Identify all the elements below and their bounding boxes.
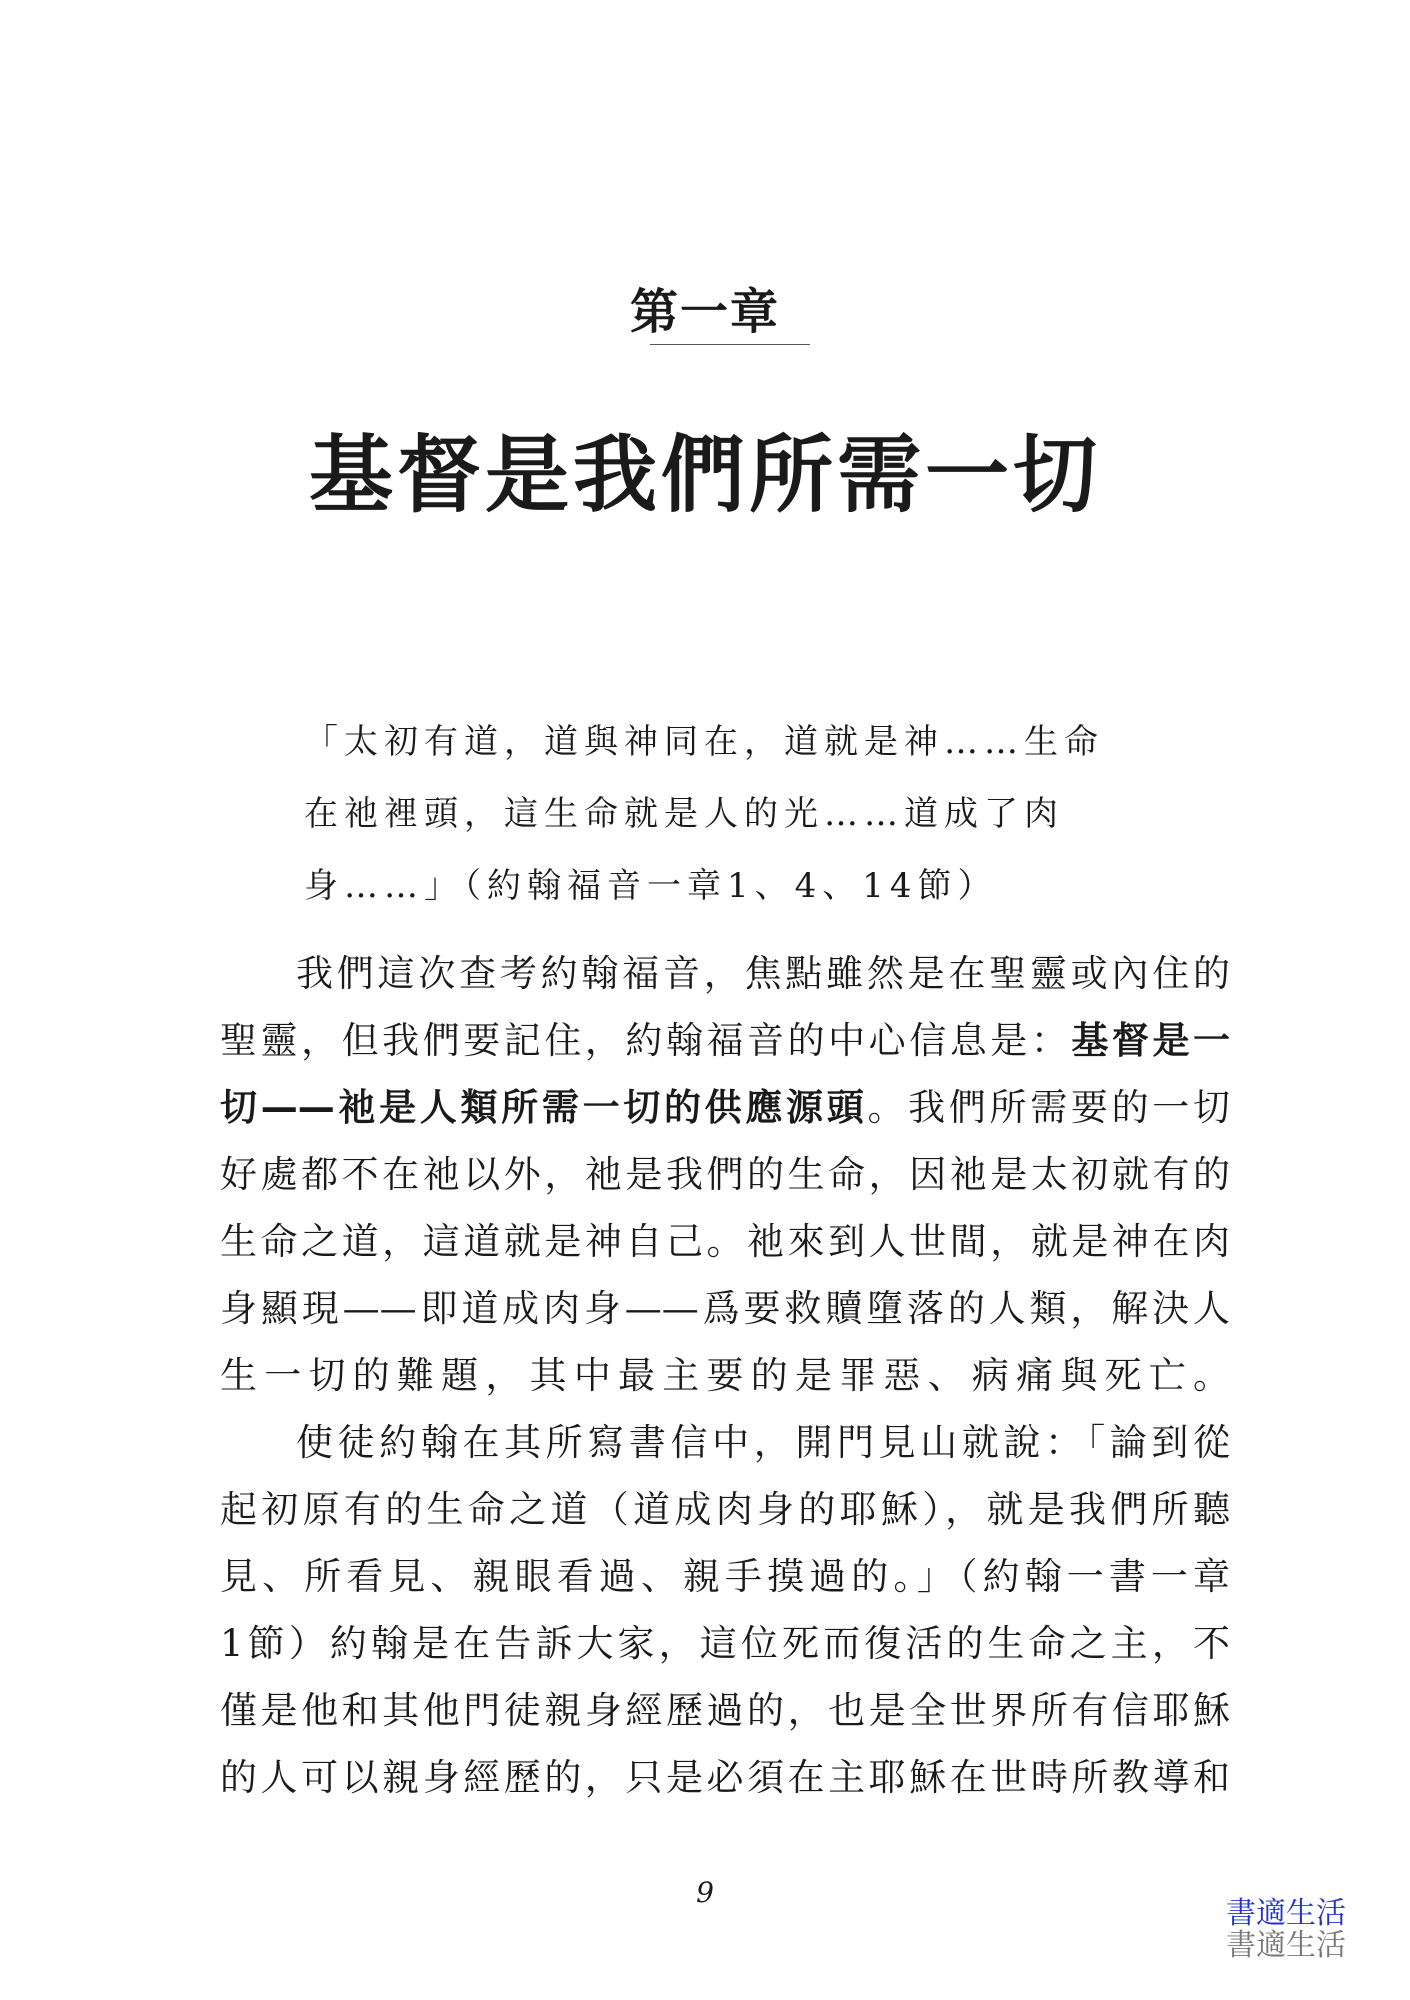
paragraph-line [220,1543,1230,1610]
chapter-rule [650,344,810,345]
chapter-label: 第一章 [629,284,780,340]
epigraph [304,706,1174,922]
paragraph-line [220,940,1230,1007]
paragraph-line [220,1342,1230,1409]
line-text: 生命之道，這道就是神自己。祂來到人世間，就是神在肉 [220,1220,1230,1263]
page-number: 9 [696,1876,714,1909]
line-text: 僅是他和其他門徒親身經歷過的，也是全世界所有信耶穌 [220,1689,1230,1732]
line-text: 見、所看見、親眼看過、親手摸過的。」（約翰一書一章 [220,1555,1230,1598]
line-text: 我們這次查考約翰福音，焦點雖然是在聖靈或內住的 [296,952,1230,995]
epigraph-line: 在祂裡頭，這生命就是人的光……道成了肉 [304,794,1064,834]
paragraph-line [220,1476,1230,1543]
paragraph-line [220,1677,1230,1744]
chapter-title: 基督是我們所需一切 [308,425,1101,524]
line-text: 身顯現——即道成肉身——爲要救贖墮落的人類，解決人 [220,1287,1230,1330]
line-text: 生一切的難題，其中最主要的是罪惡、病痛與死亡。 [220,1354,1230,1397]
paragraph-line [220,1744,1230,1811]
epigraph-line: 「太初有道，道與神同在，道就是神……生命 [304,722,1104,762]
paragraph-line [220,1074,1230,1141]
emphasis-text: 切——祂是人類所需一切的供應源頭 [220,1086,868,1129]
paragraph-line [220,1409,1230,1476]
line-text: 。我們所需要的一切 [867,1086,1231,1129]
line-text: 的人可以親身經歷的，只是必須在主耶穌在世時所教導和 [220,1756,1230,1799]
paragraph-line [220,1275,1230,1342]
line-text: 起初原有的生命之道（道成肉身的耶穌），就是我們所聽 [220,1488,1230,1531]
paragraph-line [220,1610,1230,1677]
watermark [1226,1898,1346,1962]
body-text [220,940,1230,1811]
epigraph-line: 身……」（約翰福音一章1、4、14節） [304,866,998,906]
watermark-line-top: 書適生活 [1226,1896,1346,1931]
emphasis-text: 基督是一 [1071,1019,1230,1062]
watermark-line-bottom: 書適生活 [1226,1928,1346,1963]
paragraph-line [220,1208,1230,1275]
line-text: 好處都不在祂以外，祂是我們的生命，因祂是太初就有的 [220,1153,1230,1196]
line-text: 使徒約翰在其所寫書信中，開門見山就說：「論到從 [296,1421,1230,1464]
paragraph-line [220,1007,1230,1074]
line-text: 1節）約翰是在告訴大家，這位死而復活的生命之主，不 [220,1622,1230,1665]
paragraph-line [220,1141,1230,1208]
line-text: 聖靈，但我們要記住，約翰福音的中心信息是： [220,1019,1072,1062]
